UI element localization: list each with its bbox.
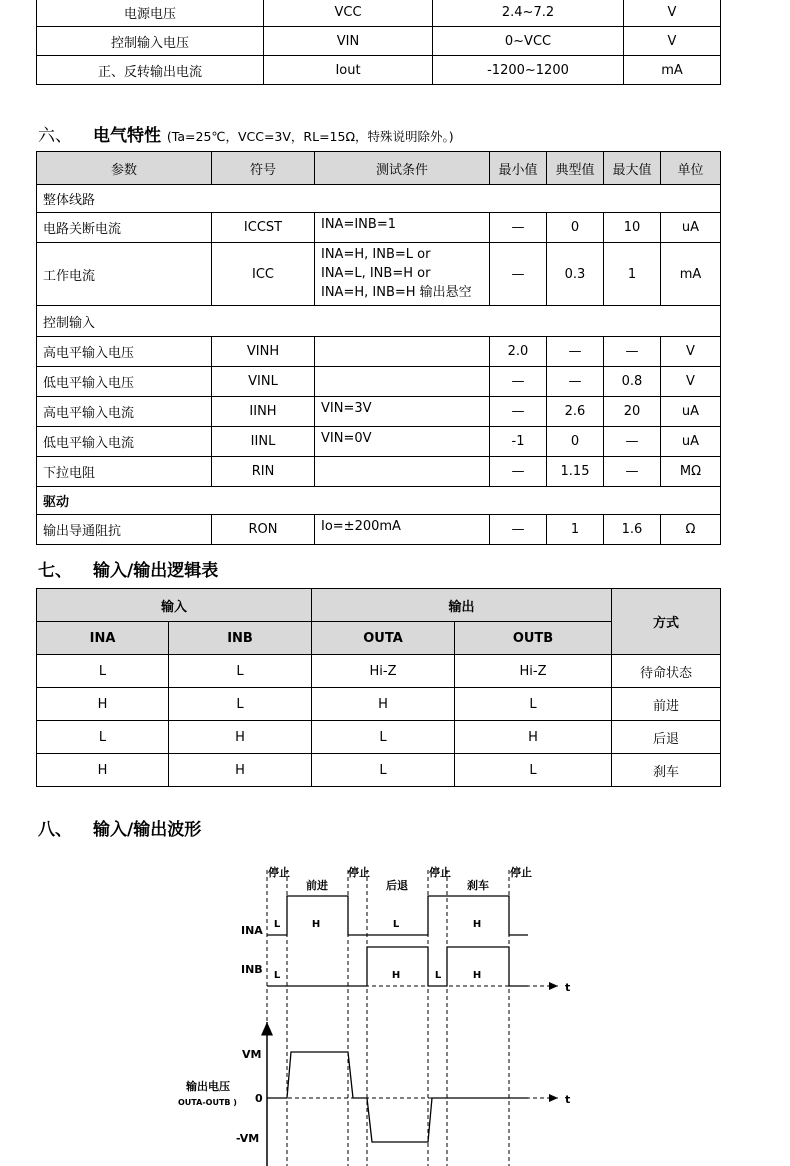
unit-cell: MΩ [661, 457, 721, 487]
table-row [37, 213, 721, 243]
unit-cell: mA [624, 56, 721, 85]
min-cell: — [490, 213, 547, 243]
symbol-cell: VIN [264, 27, 433, 56]
outb-cell: L [455, 754, 612, 787]
table-row [37, 457, 721, 487]
param-cell: 高电平输入电流 [37, 397, 212, 427]
param-cell: 工作电流 [37, 243, 212, 306]
output-voltage-sublabel: OUTA-OUTB ) [178, 1098, 237, 1107]
section-title: 输入/输出波形 [93, 820, 202, 840]
outb-cell: H [455, 721, 612, 754]
ina-level-label: L [273, 919, 281, 930]
symbol-cell: Iout [264, 56, 433, 85]
table-row [37, 337, 721, 367]
max-cell: 20 [604, 397, 661, 427]
state-label: 后退 [386, 879, 408, 892]
mode-cell: 刹车 [612, 754, 721, 787]
param-cell: 正、反转输出电流 [37, 56, 264, 85]
condition-cell [315, 337, 490, 367]
unit-cell: V [624, 0, 721, 27]
header-max: 最大值 [604, 152, 661, 185]
group-label: 驱动 [37, 487, 721, 515]
group-row [37, 185, 721, 213]
unit-cell: uA [661, 427, 721, 457]
max-cell: 1.6 [604, 515, 661, 545]
outa-cell: H [312, 688, 455, 721]
section-heading-logic [38, 556, 218, 581]
table-row [37, 688, 721, 721]
section-number: 七、 [38, 561, 72, 581]
max-cell: 10 [604, 213, 661, 243]
header-unit: 单位 [661, 152, 721, 185]
group-row [37, 306, 721, 337]
inb-level-label: H [391, 970, 401, 981]
symbol-cell: IINH [212, 397, 315, 427]
header-output-group: 输出 [312, 589, 612, 622]
ina-cell: L [37, 721, 169, 754]
group-row [37, 487, 721, 515]
condition-cell: VIN=3V [315, 397, 490, 427]
zero-label: 0 [255, 1092, 263, 1105]
mode-cell: 前进 [612, 688, 721, 721]
ina-level-label: L [392, 919, 400, 930]
typ-cell: — [547, 337, 604, 367]
table-row [37, 515, 721, 545]
state-label: 刹车 [467, 879, 489, 892]
phase-dividers [267, 870, 509, 1166]
symbol-cell: RIN [212, 457, 315, 487]
max-cell: — [604, 337, 661, 367]
section-heading-electrical [38, 121, 454, 146]
header-outb: OUTB [455, 622, 612, 655]
inb-level-label: H [472, 970, 482, 981]
param-cell: 低电平输入电压 [37, 367, 212, 397]
param-cell: 输出导通阻抗 [37, 515, 212, 545]
inb-level-label: L [273, 970, 281, 981]
typ-cell: 1.15 [547, 457, 604, 487]
table-row [37, 0, 721, 27]
ina-cell: H [37, 688, 169, 721]
outa-cell: L [312, 754, 455, 787]
inb-cell: H [169, 754, 312, 787]
range-cell: 0~VCC [433, 27, 624, 56]
range-cell: -1200~1200 [433, 56, 624, 85]
mode-cell: 后退 [612, 721, 721, 754]
ina-cell: L [37, 655, 169, 688]
typ-cell: 0 [547, 213, 604, 243]
vm-label: VM [242, 1048, 262, 1061]
output-voltage-label: 输出电压 [186, 1080, 230, 1093]
condition-cell [315, 367, 490, 397]
param-cell: 高电平输入电压 [37, 337, 212, 367]
inb-label: INB [241, 963, 263, 976]
state-label: 前进 [306, 879, 328, 892]
symbol-cell: ICCST [212, 213, 315, 243]
inb-cell: H [169, 721, 312, 754]
table-row [37, 27, 721, 56]
min-cell: -1 [490, 427, 547, 457]
state-label: 停止 [510, 866, 532, 879]
min-cell: — [490, 243, 547, 306]
unit-cell: V [661, 367, 721, 397]
symbol-cell: VCC [264, 0, 433, 27]
param-cell: 电源电压 [37, 0, 264, 27]
typ-cell: 2.6 [547, 397, 604, 427]
section-number: 八、 [38, 820, 72, 840]
header-outa: OUTA [312, 622, 455, 655]
table-row [37, 754, 721, 787]
table-row [37, 243, 721, 306]
header-param: 参数 [37, 152, 212, 185]
header-min: 最小值 [490, 152, 547, 185]
outa-cell: Hi-Z [312, 655, 455, 688]
inb-cell: L [169, 655, 312, 688]
section-title: 输入/输出逻辑表 [93, 561, 219, 581]
range-cell: 2.4~7.2 [433, 0, 624, 27]
condition-cell [315, 457, 490, 487]
ina-level-label: H [311, 919, 321, 930]
unit-cell: mA [661, 243, 721, 306]
unit-cell: V [661, 337, 721, 367]
symbol-cell: IINL [212, 427, 315, 457]
symbol-cell: VINH [212, 337, 315, 367]
group-label: 控制输入 [37, 306, 721, 337]
typ-cell: 1 [547, 515, 604, 545]
header-symbol: 符号 [212, 152, 315, 185]
ina-label: INA [241, 924, 263, 937]
section-condition: (Ta=25℃，VCC=3V，RL=15Ω，特殊说明除外。) [166, 129, 454, 144]
header-ina: INA [37, 622, 169, 655]
max-cell: — [604, 427, 661, 457]
symbol-cell: RON [212, 515, 315, 545]
param-cell: 控制输入电压 [37, 27, 264, 56]
condition-cell: INA=INB=1 [315, 213, 490, 243]
table-row [37, 427, 721, 457]
min-cell: — [490, 397, 547, 427]
param-cell: 低电平输入电流 [37, 427, 212, 457]
state-label: 停止 [268, 866, 290, 879]
table-header-row [37, 152, 721, 185]
min-cell: — [490, 515, 547, 545]
ina-level-label: H [472, 919, 482, 930]
section-heading-waveform [38, 815, 201, 840]
header-condition: 测试条件 [315, 152, 490, 185]
unit-cell: Ω [661, 515, 721, 545]
section-number: 六、 [38, 126, 72, 146]
typ-cell: 0.3 [547, 243, 604, 306]
min-cell: 2.0 [490, 337, 547, 367]
header-mode: 方式 [612, 589, 721, 655]
table-row [37, 56, 721, 85]
time-label: t [565, 1093, 571, 1106]
table-row [37, 397, 721, 427]
outa-cell: L [312, 721, 455, 754]
typ-cell: 0 [547, 427, 604, 457]
header-inb: INB [169, 622, 312, 655]
table-header-row [37, 589, 721, 622]
state-label: 停止 [429, 866, 451, 879]
symbol-cell: ICC [212, 243, 315, 306]
ina-cell: H [37, 754, 169, 787]
state-labels [268, 865, 532, 892]
unit-cell: uA [661, 397, 721, 427]
param-cell: 电路关断电流 [37, 213, 212, 243]
section-title: 电气特性 [93, 126, 161, 146]
outb-cell: Hi-Z [455, 655, 612, 688]
condition-cell: VIN=0V [315, 427, 490, 457]
inb-cell: L [169, 688, 312, 721]
group-label: 整体线路 [37, 185, 721, 213]
table-row [37, 721, 721, 754]
state-label: 停止 [348, 866, 370, 879]
max-cell: 1 [604, 243, 661, 306]
table-row [37, 655, 721, 688]
condition-cell: Io=±200mA [315, 515, 490, 545]
neg-vm-label: -VM [236, 1132, 260, 1145]
min-cell: — [490, 457, 547, 487]
max-cell: — [604, 457, 661, 487]
unit-cell: uA [661, 213, 721, 243]
absolute-ratings-table [36, 0, 721, 85]
min-cell: — [490, 367, 547, 397]
outb-cell: L [455, 688, 612, 721]
output-waveform [267, 1052, 528, 1142]
header-typ: 典型值 [547, 152, 604, 185]
waveform-diagram [0, 850, 790, 1166]
inb-level-label: L [434, 970, 442, 981]
condition-cell [315, 243, 490, 306]
header-input-group: 输入 [37, 589, 312, 622]
condition-line: INA=L, INB=H or [321, 266, 431, 281]
param-cell: 下拉电阻 [37, 457, 212, 487]
unit-cell: V [624, 27, 721, 56]
max-cell: 0.8 [604, 367, 661, 397]
time-label: t [565, 981, 571, 994]
table-row [37, 367, 721, 397]
condition-line: INA=H, INB=H 输出悬空 [321, 285, 472, 300]
electrical-characteristics-table [36, 151, 721, 545]
mode-cell: 待命状态 [612, 655, 721, 688]
symbol-cell: VINL [212, 367, 315, 397]
typ-cell: — [547, 367, 604, 397]
logic-table [36, 588, 721, 787]
condition-line: INA=H, INB=L or [321, 247, 431, 262]
